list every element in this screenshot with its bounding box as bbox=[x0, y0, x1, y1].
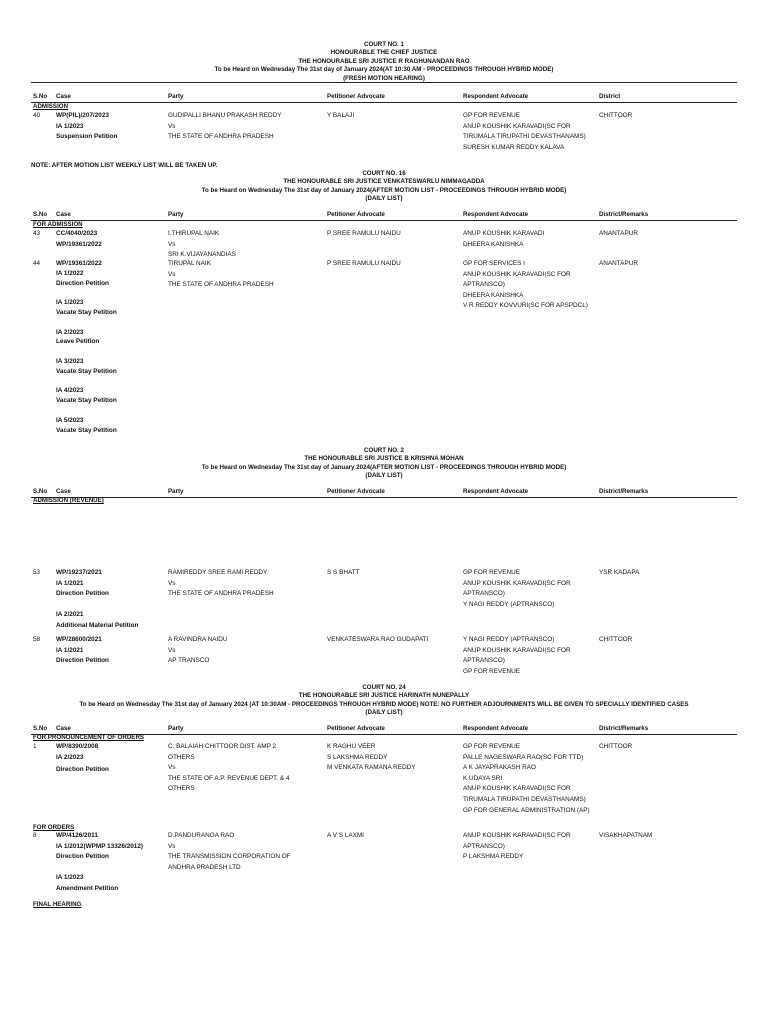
row-case: WP/8390/2008 IA 2/2023 Direction Petition bbox=[56, 743, 109, 774]
row-party: I.THIRUPAL NAIK Vs SRI K.VIJAYANANDIAS bbox=[168, 230, 236, 259]
col-party: Party bbox=[168, 93, 184, 100]
column-header-row: S.No Case Party Petitioner Advocate Respondent Advocate District/Remarks bbox=[33, 725, 649, 732]
section-for-orders: FOR ORDERS bbox=[33, 824, 75, 831]
court-title: COURT NO. 16 bbox=[362, 170, 406, 177]
row-respondent: ANUP KOUSHIK KARAVADI DHEERA KANISHKA bbox=[463, 230, 545, 248]
header-underline bbox=[31, 220, 737, 221]
court-title: COURT NO. 24 bbox=[362, 684, 406, 691]
judge-line: THE HONOURABLE SRI JUSTICE VENKATESWARLU NIMMAGADDA bbox=[283, 178, 485, 186]
header-underline bbox=[31, 102, 737, 103]
row-case: WP/19237/2021 IA 1/2021 Direction Petition IA 2/2021 Additional Material Petition bbox=[56, 569, 139, 629]
row-party: TIRUPAL NAIK Vs THE STATE OF ANDHRA PRADESH bbox=[168, 260, 274, 289]
section-admission: ADMISSION bbox=[33, 103, 69, 110]
column-header-row: S.No Case Party Petitioner Advocate Respondent Advocate District/Remarks bbox=[33, 211, 649, 218]
section-final-hearing: FINAL HEARING bbox=[33, 901, 82, 908]
row-sno: 40 bbox=[33, 112, 41, 119]
section-for-pronouncement: FOR PRONOUNCEMENT OF ORDERS bbox=[33, 734, 145, 741]
col-respondent-advocate: Respondent Advocate bbox=[463, 93, 529, 100]
list-type: (DAILY LIST) bbox=[365, 709, 403, 717]
row-party: D.PANDURANGA RAO Vs THE TRANSMISSION CORPORATION OF ANDHRA PRADESH LTD bbox=[168, 832, 291, 871]
row-respondent: GP FOR SERVICES I ANUP KOUSHIK KARAVADI(SC FOR APTRANSCO) DHEERA KANISHKA V R REDDY KOVVURI(SC FOR APSPDCL) bbox=[463, 260, 588, 310]
row-case: CC/4040/2023 WP/19361/2022 bbox=[56, 230, 102, 248]
list-type: (FRESH MOTION HEARING) bbox=[343, 74, 425, 82]
note: NOTE: AFTER MOTION LIST WEEKLY LIST WILL BE TAKEN UP. bbox=[31, 162, 218, 169]
col-case: Case bbox=[56, 93, 71, 100]
court-title: COURT NO. 1 bbox=[364, 41, 404, 48]
row-respondent: GP FOR REVENUE ANUP KOUSHIK KARAVADI(SC FOR TIRUMALA TIRUPATHI DEVASTHANAMS) SURESH KUMAR REDDY KALAVA bbox=[463, 112, 586, 151]
list-type: (DAILY LIST) bbox=[365, 472, 403, 480]
row-respondent: Y NAGI REDDY (APTRANSCO) ANUP KOUSHIK KARAVADI(SC FOR APTRANSCO) GP FOR REVENUE bbox=[463, 636, 571, 675]
judge-line: THE HONOURABLE SRI JUSTICE R RAGHUNANDAN RAO bbox=[298, 57, 470, 65]
row-case: WP/19361/2022 IA 1/2022 Direction Petition IA 1/2023 Vacate Stay Petition IA 2/2023 Leave Petition IA 3/2023 Vacate Stay Petition IA 4/2023 Vacate Stay Petition IA 5/2023 Vacate Stay Petition bbox=[56, 260, 117, 434]
judge-line: HONOURABLE THE CHIEF JUSTICE bbox=[330, 49, 438, 57]
row-case: WP/28600/2021 IA 1/2021 Direction Petition bbox=[56, 636, 109, 665]
header-underline bbox=[31, 497, 737, 498]
row-respondent: ANUP KOUSHIK KARAVADI(SC FOR APTRANSCO) P LAKSHMA REDDY bbox=[463, 832, 571, 861]
section-for-admission: FOR ADMISSION bbox=[33, 221, 83, 228]
row-respondent: GP FOR REVENUE PALLE NAGESWARA RAO(SC FOR TTD) A K JAYAPRAKASH RAO K UDAYA SRI ANUP KOUSHIK KARAVADI(SC FOR TIRUMALA TIRUPATHI DEVASTHANAMS) GP FOR GENERAL ADMINISTRATION (AP) bbox=[463, 743, 590, 814]
list-type: (DAILY LIST) bbox=[365, 195, 403, 203]
col-petitioner-advocate: Petitioner Advocate bbox=[327, 93, 385, 100]
row-party: C. BALAIAH CHITTOOR DIST. AMP 2 OTHERS Vs THE STATE OF A.P. REVENUE DEPT. & 4 OTHERS bbox=[168, 743, 290, 793]
court-24-header bbox=[0, 684, 768, 718]
hearing-line: To be Heard on Wednesday The 31st day of January 2024(AFTER MOTION LIST - PROCEEDINGS THROUGH HYBRID MODE) bbox=[201, 463, 567, 471]
hearing-line: To be Heard on Wednesday The 31st day of January 2024 (AT 10:30AM - PROCEEDINGS THROUGH HYBRID MODE) NOTE: NO FURTHER ADJOURNMENTS WILL BE GIVEN TO SPECIALLY IDENTIFIED CASES bbox=[79, 700, 689, 708]
court-title: COURT NO. 2 bbox=[364, 447, 404, 454]
row-petitioner: K RAGHU VEER S LAKSHMA REDDY M VENKATA RAMANA REDDY bbox=[327, 743, 416, 772]
cause-list-page: COURT NO. 1 HONOURABLE THE CHIEF JUSTICE THE HONOURABLE SRI JUSTICE R RAGHUNANDAN RAO To be Heard on Wednesday The 31st day of January 2024(AT 10:30 AM - PROCEEDINGS THROUGH HYBRID MODE) (FRESH MOTION HEARING) S.No Case Party Petitioner Advocate Respondent Advocate District ADMISSION 40 WP(PIL)/207/2023 IA 1/2023 Suspension Petition GUDIPALLI BHANU PRAKASH REDDY Vs THE STATE OF ANDHRA PRADESH Y BALAJI GP FOR REVENUE ANUP KOUSHIK KARAVADI(SC FOR TIRUMALA TIRUPATHI DEVASTHANAMS) SURESH KUMAR REDDY KALAVA CHITTOOR NOTE: AFTER MOTION LIST WEEKLY LIST WILL BE TAKEN UP. COURT NO. 16 THE HONOURABLE SRI JUSTICE VENKATESWARLU NIMMAGADDA To be Heard on Wednesday The 31st day of January 2024(AFTER MOTION LIST - PROCEEDINGS THROUGH HYBRID MODE) (DAILY LIST) S.No Case Party Petitioner Advocate Respondent Advocate District/Remarks FOR ADMISSION 43 CC/4040/2023 WP/19361/2022 I.THIRUPAL NAIK Vs SRI K.VIJAYANANDIAS P SREE RAMULU NAIDU ANUP KOUSHIK KARAVADI DHEERA KANISHKA ANANTAPUR 44 WP/19361/2022 IA 1/2022 Direction Petition IA 1/2023 Vacate Stay Petition IA 2/2023 Leave Petition IA 3/2023 Vacate Stay Petition IA 4/2023 Vacate Stay Petition IA 5/2023 Vacate Stay Petition TIRUPAL NAIK Vs THE STATE OF ANDHRA PRADESH P SREE RAMULU NAIDU GP FOR SERVICES I ANUP KOUSHIK KARAVADI(SC FOR APTRANSCO) DHEERA KANISHKA V R REDDY KOVVURI(SC FOR APSPDCL) ANANTAPUR COURT NO. 2 THE HONOURABLE SRI JUSTICE B KRISHNA MOHAN To be Heard on Wednesday The 31st day of January 2024(AFTER MOTION LIST - PROCEEDINGS THROUGH HYBRID MODE) (DAILY LIST) S.No Case Party Petitioner Advocate Respondent Advocate District/Remarks ADMISSION (REVENUE) 53 WP/19237/2021 IA 1/2021 Direction Petition IA 2/2021 Additional Material Petition RAMIREDDY SREE RAMI REDDY Vs THE STATE OF ANDHRA PRADESH S S BHATT GP FOR REVENUE ANUP KOUSHIK KARAVADI(SC FOR APTRANSCO) Y NAGI REDDY (APTRANSCO) YSR KADAPA 58 WP/28600/2021 IA 1/2021 Direction Petition A RAVINDRA NAIDU Vs AP TRANSCO VENKATESWARA RAO GUDAPATI Y NAGI REDDY (APTRANSCO) ANUP KOUSHIK KARAVADI(SC FOR APTRANSCO) GP FOR REVENUE CHITTOOR COURT NO. 24 THE HONOURABLE SRI JUSTICE HARINATH NUNEPALLY To be Heard on Wednesday The 31st day of January 2024 (AT 10:30AM - PROCEEDINGS THROUGH HYBRID MODE) NOTE: NO FURTHER ADJOURNMENTS WILL BE GIVEN TO SPECIALLY IDENTIFIED CASES (DAILY LIST) S.No Case Party Petitioner Advocate Respondent Advocate District/Remarks FOR PRONOUNCEMENT OF ORDERS 1 WP/8390/2008 IA 2/2023 Direction Petition C. BALAIAH CHITTOOR DIST. AMP 2 OTHERS Vs THE STATE OF A.P. REVENUE DEPT. & 4 OTHERS K RAGHU VEER S LAKSHMA REDDY M VENKATA RAMANA REDDY GP FOR REVENUE PALLE NAGESWARA RAO(SC FOR TTD) A K JAYAPRAKASH RAO K UDAYA SRI ANUP KOUSHIK KARAVADI(SC FOR TIRUMALA TIRUPATHI DEVASTHANAMS) GP FOR GENERAL ADMINISTRATION (AP) CHITTOOR FOR ORDERS 8 WP/4126/2011 IA 1/2012(WPMP 13326/2012) Direction Petition IA 1/2023 Amendment Petition D.PANDURANGA RAO Vs THE TRANSMISSION CORPORATION OF ANDHRA PRADESH LTD A V S LAXMI ANUP KOUSHIK KARAVADI(SC FOR APTRANSCO) P LAKSHMA REDDY VISAKHAPATNAM FINAL HEARING bbox=[0, 0, 768, 1024]
court-1-header bbox=[0, 41, 768, 83]
row-party: A RAVINDRA NAIDU Vs AP TRANSCO bbox=[168, 636, 228, 665]
row-district: CHITTOOR bbox=[599, 112, 633, 119]
col-district: District bbox=[599, 93, 621, 100]
row-case: WP(PIL)/207/2023 IA 1/2023 Suspension Petition bbox=[56, 112, 118, 141]
hearing-line: To be Heard on Wednesday The 31st day of January 2024(AFTER MOTION LIST - PROCEEDINGS THROUGH HYBRID MODE) bbox=[201, 186, 567, 194]
section-admission-revenue: ADMISSION (REVENUE) bbox=[33, 497, 104, 504]
col-sno: S.No bbox=[33, 93, 48, 100]
row-case: WP/4126/2011 IA 1/2012(WPMP 13326/2012) Direction Petition IA 1/2023 Amendment Petition bbox=[56, 832, 144, 892]
court-2-header bbox=[0, 447, 768, 481]
court-16-header bbox=[0, 170, 768, 204]
column-header-row: S.No Case Party Petitioner Advocate Respondent Advocate District/Remarks bbox=[33, 488, 649, 495]
row-party: RAMIREDDY SREE RAMI REDDY Vs THE STATE OF ANDHRA PRADESH bbox=[168, 569, 274, 598]
row-respondent: GP FOR REVENUE ANUP KOUSHIK KARAVADI(SC FOR APTRANSCO) Y NAGI REDDY (APTRANSCO) bbox=[463, 569, 571, 608]
judge-line: THE HONOURABLE SRI JUSTICE B KRISHNA MOHAN bbox=[304, 455, 464, 463]
row-petitioner: Y BALAJI bbox=[327, 112, 355, 119]
rule bbox=[31, 82, 737, 83]
row-party: GUDIPALLI BHANU PRAKASH REDDY Vs THE STATE OF ANDHRA PRADESH bbox=[168, 112, 282, 141]
judge-line: THE HONOURABLE SRI JUSTICE HARINATH NUNEPALLY bbox=[298, 692, 470, 700]
hearing-line: To be Heard on Wednesday The 31st day of January 2024(AT 10:30 AM - PROCEEDINGS THROUGH HYBRID MODE) bbox=[214, 66, 554, 74]
